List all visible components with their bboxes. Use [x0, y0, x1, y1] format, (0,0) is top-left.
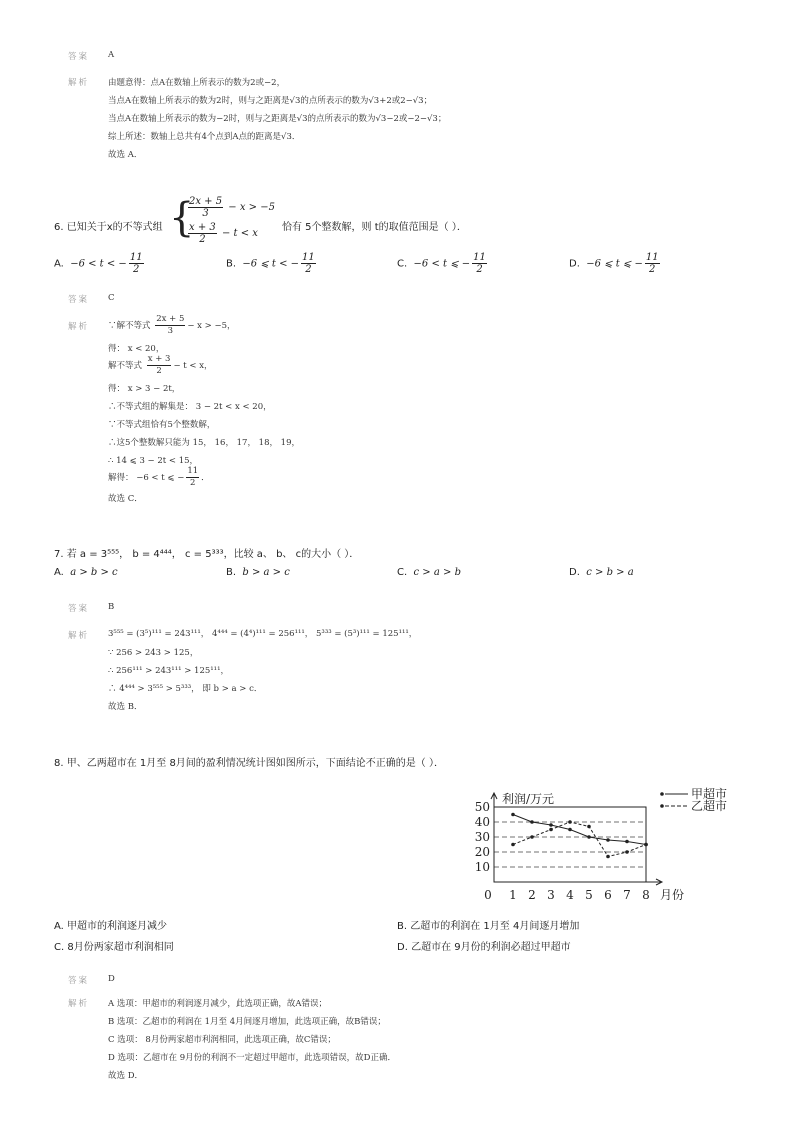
fraction: $\frac{11}{2}$	[302, 252, 315, 275]
brace: {	[169, 195, 195, 241]
data-point	[587, 825, 591, 829]
q6-option-c[interactable]: C. −6 < t ⩽ − $\frac{11}{2}$	[397, 252, 486, 275]
data-point	[549, 823, 553, 827]
analysis-label: 解析	[68, 999, 90, 1009]
q6-stem-suffix: 恰有 5个整数解，则 t的取值范围是（ ）．	[282, 222, 467, 233]
x-tick-label: 2	[528, 888, 536, 902]
fraction: $\frac{x + 3}{2}$	[147, 354, 171, 376]
analysis-line: ∵ 256 > 243 > 125，	[108, 648, 199, 658]
analysis-line: 故选 C．	[108, 494, 143, 504]
y-tick-label: 50	[474, 800, 490, 814]
chart-grid	[494, 807, 646, 882]
data-point	[625, 850, 629, 854]
x-tick-label: 5	[585, 888, 593, 902]
analysis-line: A 选项：甲超市的利润逐月减少，此选项正确，故A错误；	[108, 999, 327, 1009]
q8-analysis	[108, 997, 608, 1087]
q8-stem: 8. 甲、乙两超市在 1月至 8月间的盈利情况统计图如图所示，下面结论不正确的是（ ）．	[54, 758, 444, 769]
analysis-line: 解不等式 $\frac{x + 3}{2}$ − t < x，	[108, 354, 213, 376]
data-point	[511, 813, 515, 817]
legend-marker	[660, 804, 664, 808]
q6-answer: C	[108, 293, 115, 303]
y-tick-label: 30	[474, 830, 490, 844]
q6-system-line-2: $\frac{x + 3}{2}$ − t < x	[189, 222, 258, 245]
profit-line-chart	[470, 776, 740, 904]
q8-option-a[interactable]: A. 甲超市的利润逐月减少	[54, 921, 168, 932]
data-point	[625, 840, 629, 844]
analysis-line: 综上所述：数轴上总共有4个点到A点的距离是√3．	[108, 132, 301, 142]
q8-answer: D	[108, 974, 115, 984]
data-point	[606, 855, 610, 859]
q6-option-a[interactable]: A. −6 < t < − $\frac{11}{2}$	[54, 252, 143, 275]
analysis-line: D 选项：乙超市在 9月份的利润不一定超过甲超市，此选项错误，故D正确．	[108, 1053, 396, 1063]
q8-option-c[interactable]: C. 8月份两家超市利润相同	[54, 942, 174, 953]
answer-label: 答案	[68, 604, 90, 614]
analysis-line: 故选 B．	[108, 702, 143, 712]
x-axis-title: 月份	[660, 888, 685, 902]
legend-label: 甲超市	[691, 787, 728, 801]
q7-option-b[interactable]: B. b > a > c	[226, 567, 290, 578]
legend-label: 乙超市	[691, 799, 728, 813]
data-point	[530, 820, 534, 824]
data-point	[511, 843, 515, 847]
x-tick-label: 6	[604, 888, 612, 902]
q6-analysis	[108, 314, 608, 514]
data-point	[549, 828, 553, 832]
y-tick-label: 40	[474, 815, 490, 829]
analysis-line: 当点A在数轴上所表示的数为−2时，则与之距离是√3的点所表示的数为√3−2或−2−√3；	[108, 114, 447, 124]
fraction: $\frac{2x + 5}{3}$	[156, 314, 185, 336]
analysis-line: 故选 A．	[108, 150, 143, 160]
q6-option-d[interactable]: D. −6 ⩽ t ⩽ − $\frac{11}{2}$	[569, 252, 659, 275]
plot-frame	[494, 807, 646, 882]
data-point	[568, 828, 572, 832]
legend-marker	[660, 792, 664, 796]
fraction: $\frac{11}{2}$	[645, 252, 659, 275]
x-tick-label: 3	[547, 888, 555, 902]
analysis-line: B 选项：乙超市的利润在 1月至 4月间逐月增加，此选项正确，故B错误；	[108, 1017, 386, 1027]
analysis-line: 由题意得：点A在数轴上所表示的数为2或−2，	[108, 78, 286, 88]
answer-label: 答案	[68, 295, 90, 305]
q7-option-d[interactable]: D. c > b > a	[569, 567, 634, 578]
y-tick-label: 10	[474, 860, 490, 874]
analysis-label: 解析	[68, 78, 90, 88]
y-axis-title: 利润/万元	[502, 792, 555, 806]
analysis-line: ∵解不等式 $\frac{2x + 5}{3}$ − x > −5，	[108, 314, 236, 336]
answer-label: 答案	[68, 52, 90, 62]
analysis-label: 解析	[68, 322, 90, 332]
analysis-line: ∴ 4⁴⁴⁴ > 3⁵⁵⁵ > 5³³³， 即 b > a > c．	[108, 684, 263, 694]
answer-label: 答案	[68, 976, 90, 986]
analysis-line: 当点A在数轴上所表示的数为2时，则与之距离是√3的点所表示的数为√3+2或2−√3；	[108, 96, 433, 106]
analysis-line: 解得： −6 < t ⩽ − $\frac{11}{2}$ ．	[108, 466, 210, 488]
analysis-line: 故选 D．	[108, 1071, 144, 1081]
y-tick-label: 20	[474, 845, 490, 859]
data-point	[644, 843, 648, 847]
q6-stem-prefix: 6. 已知关于x的不等式组	[54, 222, 163, 233]
q7-analysis	[108, 627, 608, 717]
x-tick-label: 7	[623, 888, 631, 902]
origin-label: 0	[484, 888, 492, 902]
chart-legend	[660, 786, 727, 813]
q6-system-line-1: $\frac{2x + 5}{3}$ − x > −5	[189, 196, 275, 219]
data-point	[530, 835, 534, 839]
analysis-line: ∴ 14 ⩽ 3 − 2t < 15，	[108, 456, 199, 466]
analysis-line: ∵不等式组恰有5个整数解，	[108, 420, 216, 430]
chart-series	[511, 813, 648, 859]
q7-option-c[interactable]: C. c > a > b	[397, 567, 461, 578]
q8-option-d[interactable]: D. 乙超市在 9月份的利润必超过甲超市	[397, 942, 571, 953]
analysis-line: C 选项： 8月份两家超市利润相同，此选项正确，故C错误；	[108, 1035, 336, 1045]
fraction: $\frac{11}{2}$	[473, 252, 486, 275]
q8-option-b[interactable]: B. 乙超市的利润在 1月至 4月间逐月增加	[397, 921, 580, 932]
analysis-line: 得： x < 20，	[108, 344, 165, 354]
x-tick-label: 1	[509, 888, 517, 902]
chart-axes	[475, 791, 684, 902]
analysis-line: ∴ 256¹¹¹ > 243¹¹¹ > 125¹¹¹，	[108, 666, 230, 676]
q7-option-a[interactable]: A. a > b > c	[54, 567, 118, 578]
data-point	[587, 835, 591, 839]
fraction: $\frac{11}{2}$	[129, 252, 143, 275]
q7-stem: 7. 若 a = 3⁵⁵⁵， b = 4⁴⁴⁴， c = 5³³³，比较 a、 b、 c的大小（ ）．	[54, 549, 360, 560]
x-tick-label: 4	[566, 888, 574, 902]
q6-option-b[interactable]: B. −6 ⩽ t < − $\frac{11}{2}$	[226, 252, 315, 275]
q5-answer: A	[108, 50, 115, 60]
analysis-line: ∴这5个整数解只能为 15， 16， 17， 18， 19，	[108, 438, 300, 448]
fraction: $\frac{x + 3}{2}$	[189, 222, 216, 245]
data-point	[568, 820, 572, 824]
q5-analysis	[108, 76, 708, 166]
analysis-label: 解析	[68, 631, 90, 641]
fraction: $\frac{2x + 5}{3}$	[189, 196, 223, 219]
analysis-line: ∴不等式组的解集是： 3 − 2t < x < 20，	[108, 402, 272, 412]
x-tick-label: 8	[642, 888, 650, 902]
analysis-line: 3⁵⁵⁵ = (3⁵)¹¹¹ = 243¹¹¹， 4⁴⁴⁴ = (4⁴)¹¹¹ = 256¹¹¹， 5³³³ = (5³)¹¹¹ = 125¹¹¹，	[108, 629, 418, 639]
data-point	[606, 838, 610, 842]
fraction: $\frac{11}{2}$	[187, 466, 199, 488]
q7-answer: B	[108, 602, 115, 612]
analysis-line: 得： x > 3 − 2t，	[108, 384, 181, 394]
